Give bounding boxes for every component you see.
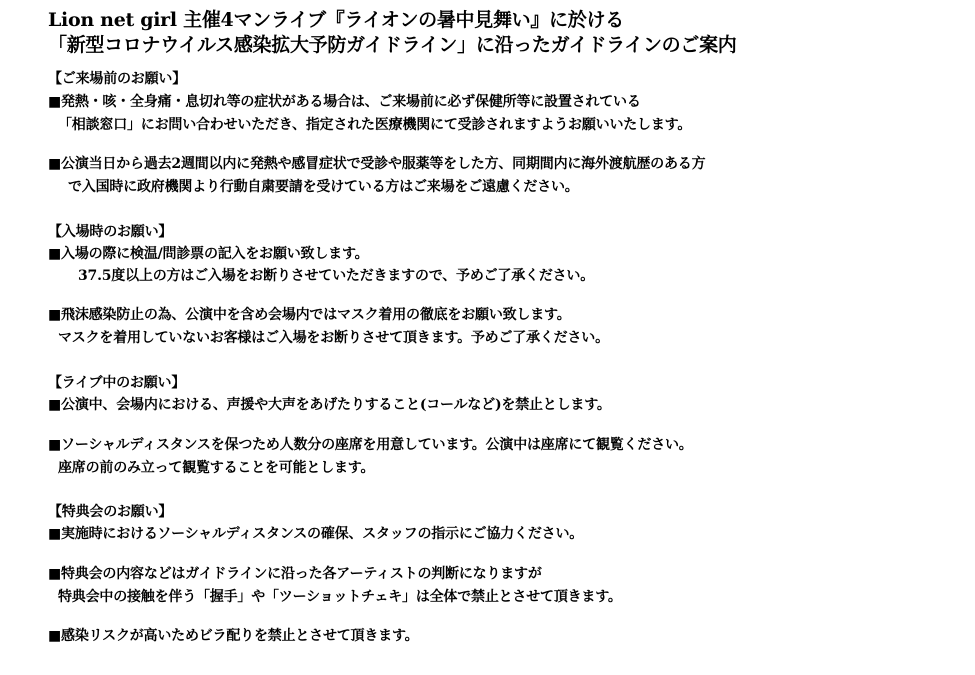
list-item-continuation: マスクを着用していないお客様はご入場をお断りさせて頂きます。予めご了承ください。 [58,330,609,346]
list-item-continuation: 37.5度以上の方はご入場をお断りさせていただきますので、予めご了承ください。 [78,268,595,284]
list-item: ■感染リスクが高いためビラ配りを禁止とさせて頂きます。 [48,628,419,644]
section-heading-during-live: 【ライブ中のお願い】 [48,375,186,391]
section-heading-fan-meeting: 【特典会のお願い】 [48,504,173,520]
list-item-continuation: 特典会中の接触を伴う「握手」や「ツーショットチェキ」は全体で禁止とさせて頂きます。 [58,589,622,605]
list-item-continuation: 「相談窓口」にお問い合わせいただき、指定された医療機関にて受診されますようお願いいたします。 [58,117,692,133]
list-item-continuation: で入国時に政府機関より行動自粛要請を受けている方はご来場をご遠慮ください。 [68,179,579,195]
section-heading-before-arrival: 【ご来場前のお願い】 [48,71,186,87]
section-heading-at-entry: 【入場時のお願い】 [48,224,173,240]
list-item: ■入場の際に検温/問診票の記入をお願い致します。 [48,246,369,262]
list-item-continuation: 座席の前のみ立って観覧することを可能とします。 [58,460,375,476]
list-item: ■公演中、会場内における、声援や大声をあげたりすること(コールなど)を禁止とします。 [48,397,611,413]
list-item: ■公演当日から過去2週間以内に発熱や感冒症状で受診や服薬等をした方、同期間内に海外渡航歴のある方 [48,156,706,172]
list-item: ■特典会の内容などはガイドラインに沿った各アーティストの判断になりますが [48,566,542,582]
list-item: ■ソーシャルディスタンスを保つため人数分の座席を用意しています。公演中は座席にて観覧ください。 [48,437,693,453]
list-item: ■実施時におけるソーシャルディスタンスの確保、スタッフの指示にご協力ください。 [48,526,584,542]
list-item: ■発熱・咳・全身痛・息切れ等の症状がある場合は、ご来場前に必ず保健所等に設置されている [48,94,641,110]
document-title-line-2: 「新型コロナウイルス感染拡大予防ガイドライン」に沿ったガイドラインのご案内 [48,34,737,56]
list-item: ■飛沫感染防止の為、公演中を含め会場内ではマスク着用の徹底をお願い致します。 [48,307,571,323]
document-title-line-1: Lion net girl 主催4マンライブ『ライオンの暑中見舞い』に於ける [48,9,624,31]
